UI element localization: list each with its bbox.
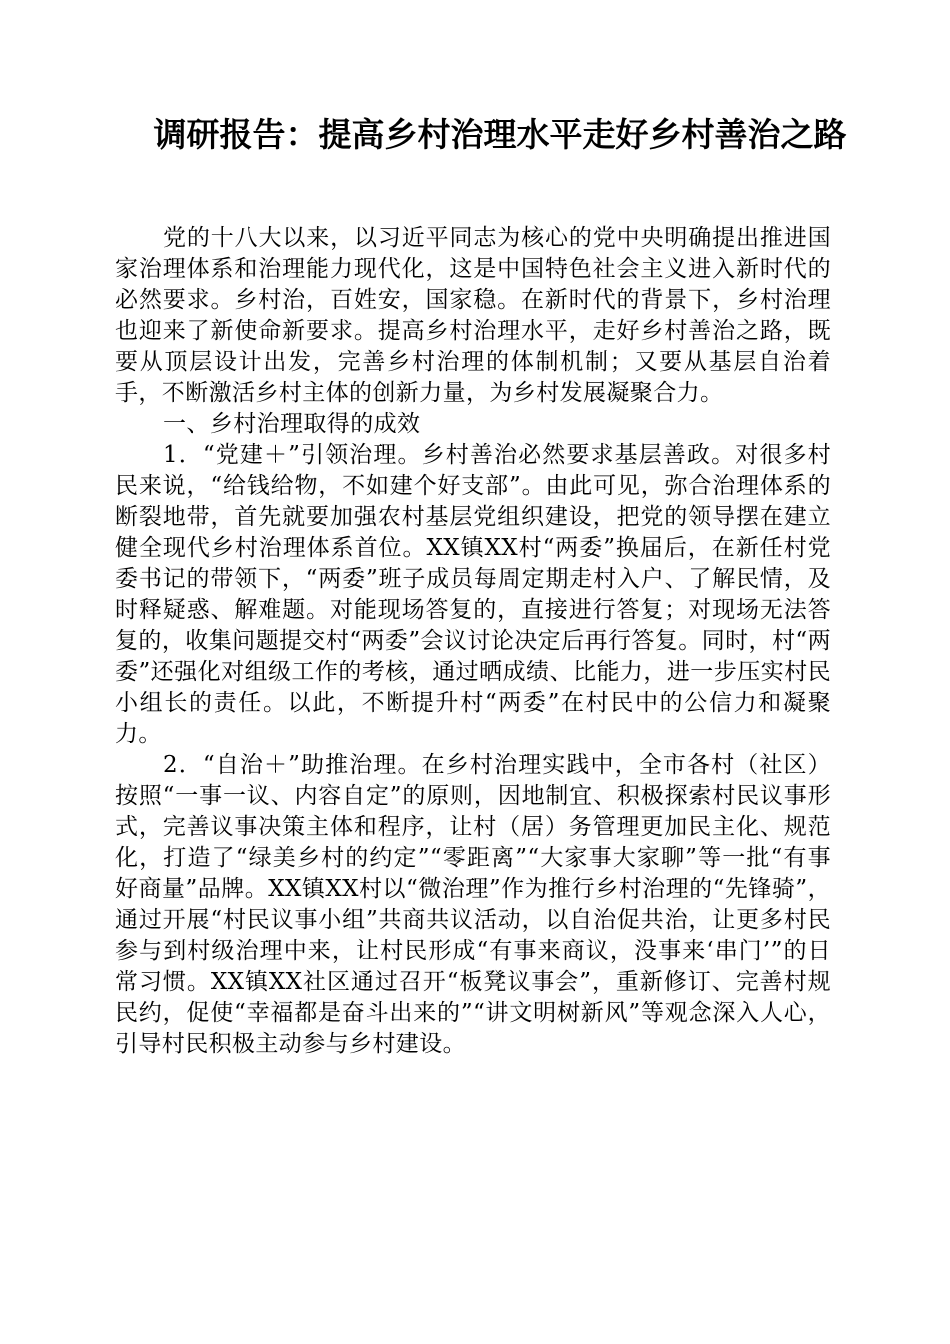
- item-paragraph-2: 2．“自治＋”助推治理。在乡村治理实践中，全市各村（社区）按照“一事一议、内容自定”的原则，因地制宜、积极探索村民议事形式，完善议事决策主体和程序，让村（居）务管理更加民主化、规范化，打造了“绿美乡村的约定”“零距离”“大家事大家聊”等一批“有事好商量”品牌。XX镇XX村以“微治理”作为推行乡村治理的“先锋骑”，通过开展“村民议事小组”共商共议活动，以自治促共治，让更多村民参与到村级治理中来，让村民形成“有事来商议，没事来‘串门’”的日常习惯。XX镇XX社区通过召开“板凳议事会”，重新修订、完善村规民约，促使“幸福都是奋斗出来的”“讲文明树新风”等观念深入人心，引导村民积极主动参与乡村建设。: [115, 752, 831, 1057]
- item-paragraph-1: 1．“党建＋”引领治理。乡村善治必然要求基层善政。对很多村民来说，“给钱给物，不如建个好支部”。由此可见，弥合治理体系的断裂地带，首先就要加强农村基层党组织建设，把党的领导摆在建立健全现代乡村治理体系首位。XX镇XX村“两委”换届后，在新任村党委书记的带领下，“两委”班子成员每周定期走村入户、了解民情，及时释疑惑、解难题。对能现场答复的，直接进行答复；对现场无法答复的，收集问题提交村“两委”会议讨论决定后再行答复。同时，村“两委”还强化对组级工作的考核，通过晒成绩、比能力，进一步压实村民小组长的责任。以此，不断提升村“两委”在村民中的公信力和凝聚力。: [115, 442, 831, 747]
- document-body: [115, 223, 831, 1060]
- document-title: 调研报告：提高乡村治理水平走好乡村善治之路: [153, 115, 847, 154]
- intro-paragraph: 党的十八大以来，以习近平同志为核心的党中央明确提出推进国家治理体系和治理能力现代化，这是中国特色社会主义进入新时代的必然要求。乡村治，百姓安，国家稳。在新时代的背景下，乡村治理也迎来了新使命新要求。提高乡村治理水平，走好乡村善治之路，既要从顶层设计出发，完善乡村治理的体制机制；又要从基层自治着手，不断激活乡村主体的创新力量，为乡村发展凝聚合力。: [115, 225, 831, 406]
- section-heading: 一、乡村治理取得的成效: [163, 411, 421, 437]
